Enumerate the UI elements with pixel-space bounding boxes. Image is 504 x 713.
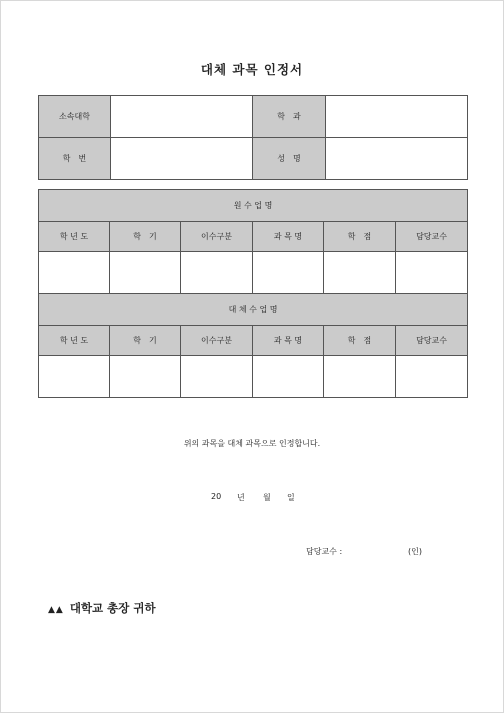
original-year-cell[interactable] bbox=[39, 252, 110, 294]
name-label: 성 명 bbox=[253, 138, 326, 180]
applicant-info-table bbox=[38, 95, 468, 180]
course-table bbox=[38, 189, 468, 398]
substitute-credit-cell[interactable] bbox=[324, 356, 396, 398]
table-row bbox=[39, 326, 468, 356]
original-course-cell[interactable] bbox=[253, 252, 324, 294]
substitute-course-cell[interactable] bbox=[253, 356, 324, 398]
original-col-semester: 학 기 bbox=[110, 222, 181, 252]
substitute-col-year: 학 년 도 bbox=[39, 326, 110, 356]
original-professor-cell[interactable] bbox=[396, 252, 468, 294]
table-row bbox=[39, 96, 468, 138]
table-row bbox=[39, 138, 468, 180]
date-month-label: 월 bbox=[263, 493, 271, 502]
original-col-type: 이수구분 bbox=[181, 222, 253, 252]
student-id-field[interactable] bbox=[111, 138, 253, 180]
name-field[interactable] bbox=[326, 138, 468, 180]
university-label: 소속대학 bbox=[39, 96, 111, 138]
substitute-col-professor: 담당교수 bbox=[396, 326, 468, 356]
original-col-course: 과 목 명 bbox=[253, 222, 324, 252]
substitute-col-course: 과 목 명 bbox=[253, 326, 324, 356]
university-field[interactable] bbox=[111, 96, 253, 138]
substitute-professor-cell[interactable] bbox=[396, 356, 468, 398]
original-credit-cell[interactable] bbox=[324, 252, 396, 294]
original-type-cell[interactable] bbox=[181, 252, 253, 294]
table-row bbox=[39, 190, 468, 222]
original-col-year: 학 년 도 bbox=[39, 222, 110, 252]
approval-statement: 위의 과목을 대체 과목으로 인정합니다. bbox=[183, 439, 321, 448]
student-id-label: 학 번 bbox=[39, 138, 111, 180]
addressee bbox=[48, 600, 156, 616]
table-row bbox=[39, 252, 468, 294]
substitute-year-cell[interactable] bbox=[39, 356, 110, 398]
signature-seal: (인) bbox=[408, 547, 422, 556]
document-title: 대체 과목 인정서 bbox=[200, 62, 304, 77]
table-row bbox=[39, 356, 468, 398]
table-row bbox=[39, 294, 468, 326]
original-semester-cell[interactable] bbox=[110, 252, 181, 294]
substitute-col-credit: 학 점 bbox=[324, 326, 396, 356]
department-field[interactable] bbox=[326, 96, 468, 138]
substitute-col-semester: 학 기 bbox=[110, 326, 181, 356]
date-year-label: 년 bbox=[237, 493, 245, 502]
original-col-credit: 학 점 bbox=[324, 222, 396, 252]
date-year-prefix: 20 bbox=[211, 492, 222, 501]
original-col-professor: 담당교수 bbox=[396, 222, 468, 252]
substitute-course-header: 대 체 수 업 명 bbox=[39, 294, 468, 326]
substitute-col-type: 이수구분 bbox=[181, 326, 253, 356]
original-course-header: 원 수 업 명 bbox=[39, 190, 468, 222]
addressee-text: 대학교 총장 귀하 bbox=[69, 601, 156, 615]
table-row bbox=[39, 222, 468, 252]
substitute-type-cell[interactable] bbox=[181, 356, 253, 398]
signature-label: 담당교수 : bbox=[306, 547, 343, 556]
department-label: 학 과 bbox=[253, 96, 326, 138]
date-day-label: 일 bbox=[287, 493, 295, 502]
substitute-semester-cell[interactable] bbox=[110, 356, 181, 398]
triangle-marker-icon: ▲▲ bbox=[48, 605, 64, 615]
